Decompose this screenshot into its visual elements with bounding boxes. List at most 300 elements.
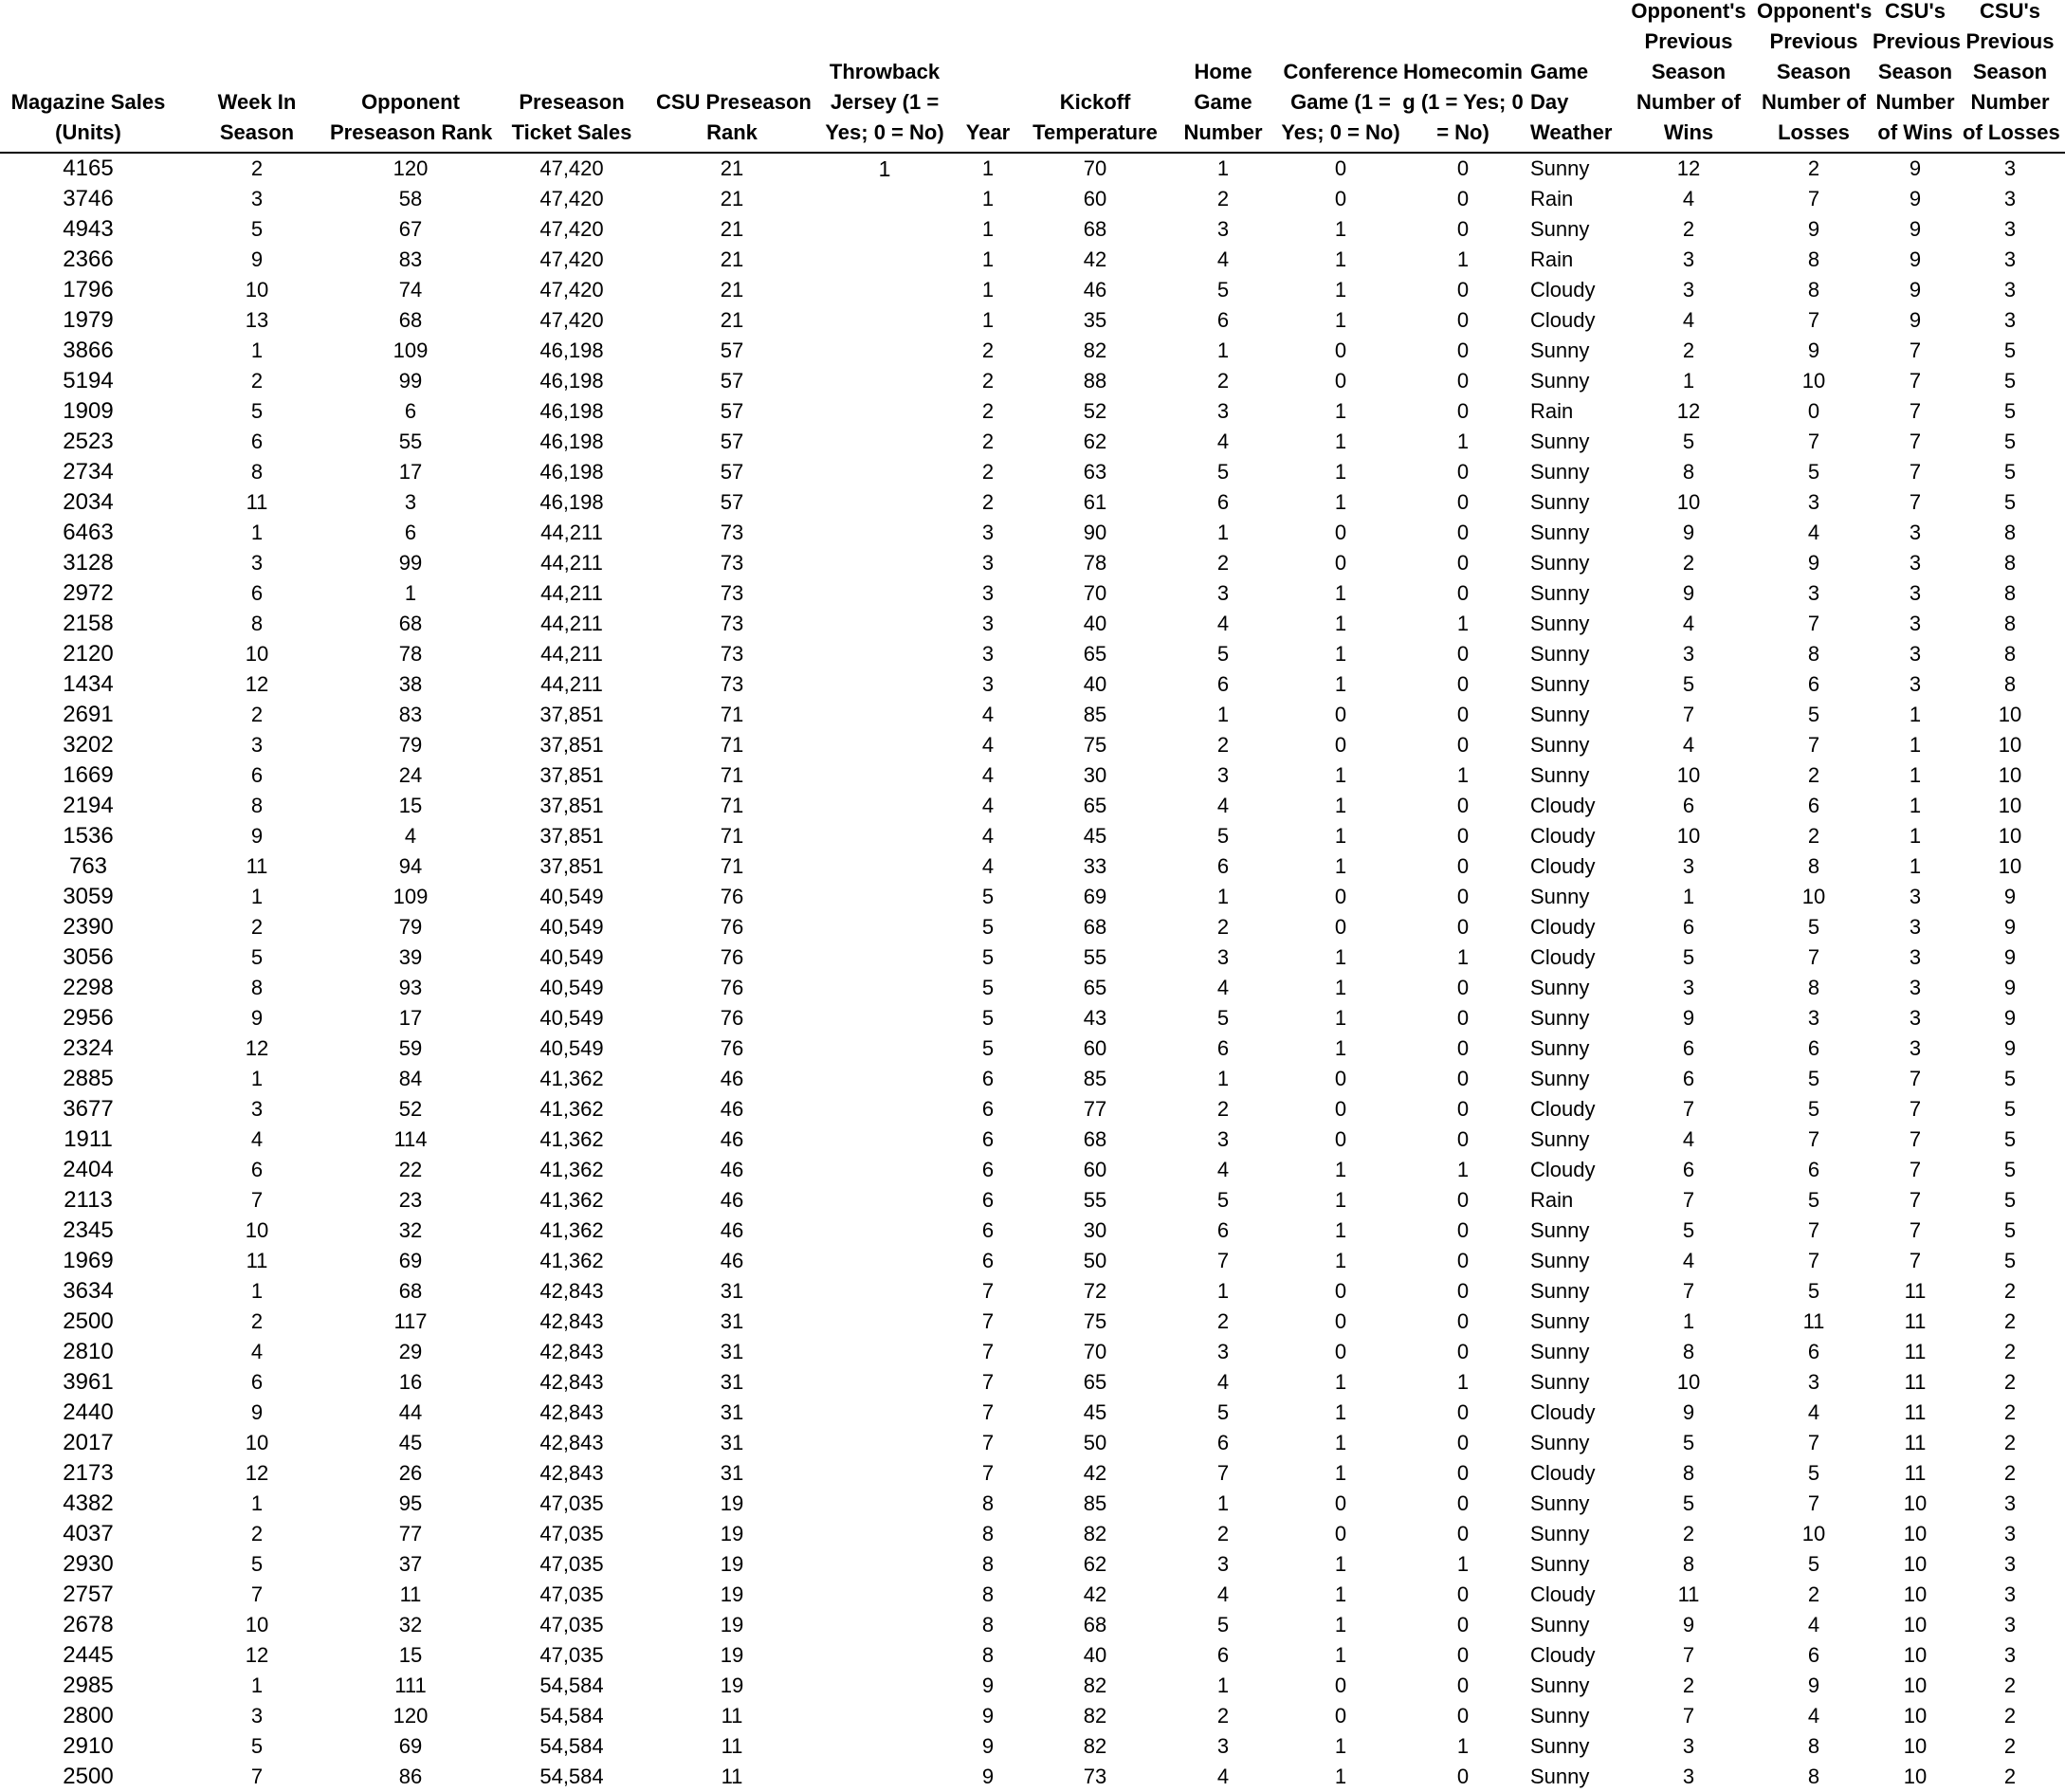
cell-conference-game: 0 <box>1334 1491 1347 1515</box>
cell-home-game-number: 6 <box>1216 308 1230 332</box>
cell-homecoming: 0 <box>1456 824 1470 848</box>
cell-opponent-preseason-rank: 4 <box>404 824 417 848</box>
cell-home-game-number: 6 <box>1216 1218 1230 1242</box>
cell-opponent-prev-losses: 8 <box>1807 1765 1820 1788</box>
cell-conference-game: 0 <box>1334 551 1347 575</box>
cell-opponent-preseason-rank: 109 <box>393 338 429 362</box>
header-homecoming: Homecomin g (1 = Yes; 0 = No) <box>1402 60 1524 144</box>
cell-conference-game: 0 <box>1334 521 1347 544</box>
cell-opponent-prev-wins: 3 <box>1682 854 1695 878</box>
cell-week-in-season: 1 <box>250 1067 264 1090</box>
table-row <box>0 912 2065 942</box>
cell-opponent-prev-losses: 9 <box>1807 217 1820 241</box>
cell-week-in-season: 1 <box>250 1491 264 1515</box>
cell-game-day-weather: Sunny <box>1530 1370 1590 1394</box>
cell-opponent-prev-losses: 4 <box>1807 1613 1820 1637</box>
cell-preseason-ticket-sales: 47,420 <box>539 247 604 271</box>
cell-week-in-season: 2 <box>250 703 264 726</box>
table-row <box>0 1519 2065 1549</box>
cell-kickoff-temperature: 65 <box>1083 976 1107 999</box>
cell-opponent-preseason-rank: 11 <box>399 1582 422 1606</box>
cell-throwback-jersey <box>813 942 956 973</box>
cell-home-game-number: 2 <box>1216 1522 1230 1545</box>
cell-csu-prev-losses: 3 <box>2003 1643 2017 1667</box>
cell-homecoming: 0 <box>1456 1400 1470 1424</box>
cell-csu-preseason-rank: 73 <box>720 581 744 605</box>
cell-homecoming: 0 <box>1456 278 1470 302</box>
cell-csu-preseason-rank: 11 <box>721 1765 743 1788</box>
cell-kickoff-temperature: 72 <box>1083 1279 1107 1303</box>
cell-kickoff-temperature: 50 <box>1083 1249 1107 1272</box>
cell-opponent-prev-wins: 6 <box>1682 1158 1695 1181</box>
cell-game-day-weather: Sunny <box>1530 763 1590 787</box>
cell-opponent-prev-wins: 5 <box>1682 1431 1695 1454</box>
cell-home-game-number: 5 <box>1216 1188 1230 1212</box>
cell-game-day-weather: Sunny <box>1530 885 1590 908</box>
cell-week-in-season: 7 <box>250 1582 264 1606</box>
table-row <box>0 1640 2065 1671</box>
cell-throwback-jersey <box>813 245 956 275</box>
cell-homecoming: 0 <box>1456 369 1470 393</box>
cell-opponent-prev-losses: 4 <box>1807 1400 1820 1424</box>
cell-opponent-preseason-rank: 22 <box>398 1158 423 1181</box>
cell-game-day-weather: Rain <box>1530 399 1574 423</box>
cell-conference-game: 1 <box>1334 430 1347 453</box>
cell-preseason-ticket-sales: 41,362 <box>539 1127 604 1151</box>
cell-opponent-prev-losses: 8 <box>1807 976 1820 999</box>
cell-game-day-weather: Cloudy <box>1530 824 1596 848</box>
cell-home-game-number: 1 <box>1216 1067 1230 1090</box>
cell-game-day-weather: Cloudy <box>1530 945 1596 969</box>
cell-home-game-number: 4 <box>1216 612 1230 635</box>
cell-throwback-jersey <box>813 882 956 912</box>
cell-csu-prev-losses: 2 <box>2003 1400 2017 1424</box>
cell-csu-prev-wins: 7 <box>1909 369 1922 393</box>
cell-opponent-preseason-rank: 69 <box>398 1734 423 1758</box>
cell-magazine-sales: 1911 <box>64 1126 113 1152</box>
cell-home-game-number: 1 <box>1216 156 1230 180</box>
cell-preseason-ticket-sales: 47,035 <box>539 1613 604 1637</box>
cell-week-in-season: 1 <box>250 521 264 544</box>
cell-csu-preseason-rank: 57 <box>720 338 744 362</box>
cell-magazine-sales: 2194 <box>63 793 114 818</box>
cell-opponent-prev-wins: 7 <box>1682 1643 1695 1667</box>
header-week-in-season: Week In Season <box>217 90 297 144</box>
cell-opponent-prev-wins: 2 <box>1682 551 1695 575</box>
cell-game-day-weather: Sunny <box>1530 551 1590 575</box>
cell-opponent-preseason-rank: 24 <box>398 763 423 787</box>
table-row <box>0 578 2065 609</box>
cell-year: 3 <box>981 642 995 666</box>
cell-week-in-season: 8 <box>250 794 264 817</box>
cell-opponent-prev-losses: 8 <box>1807 854 1820 878</box>
cell-csu-prev-wins: 11 <box>1904 1461 1927 1485</box>
cell-opponent-prev-wins: 3 <box>1682 642 1695 666</box>
cell-homecoming: 0 <box>1456 1067 1470 1090</box>
cell-csu-preseason-rank: 19 <box>720 1522 744 1545</box>
cell-homecoming: 0 <box>1456 217 1470 241</box>
cell-opponent-preseason-rank: 83 <box>398 247 423 271</box>
cell-homecoming: 0 <box>1456 187 1470 210</box>
cell-opponent-preseason-rank: 59 <box>398 1036 423 1060</box>
cell-opponent-prev-losses: 10 <box>1801 1522 1826 1545</box>
cell-homecoming: 0 <box>1456 976 1470 999</box>
cell-csu-preseason-rank: 21 <box>720 278 744 302</box>
cell-csu-prev-wins: 7 <box>1909 1188 1922 1212</box>
cell-opponent-prev-losses: 7 <box>1807 187 1820 210</box>
cell-conference-game: 1 <box>1334 1461 1347 1485</box>
cell-csu-preseason-rank: 76 <box>720 945 744 969</box>
cell-opponent-prev-wins: 3 <box>1682 1734 1695 1758</box>
cell-csu-prev-wins: 10 <box>1903 1552 1928 1576</box>
cell-opponent-prev-wins: 5 <box>1682 1218 1695 1242</box>
cell-csu-preseason-rank: 57 <box>720 369 744 393</box>
cell-magazine-sales: 2345 <box>63 1217 114 1243</box>
cell-kickoff-temperature: 82 <box>1083 1522 1107 1545</box>
cell-opponent-preseason-rank: 86 <box>398 1765 423 1788</box>
cell-home-game-number: 2 <box>1216 369 1230 393</box>
cell-opponent-preseason-rank: 68 <box>398 612 423 635</box>
cell-kickoff-temperature: 82 <box>1083 1734 1107 1758</box>
cell-homecoming: 1 <box>1456 247 1470 271</box>
cell-csu-prev-wins: 7 <box>1909 1158 1922 1181</box>
cell-week-in-season: 2 <box>250 156 264 180</box>
cell-csu-prev-losses: 5 <box>2003 399 2017 423</box>
cell-opponent-prev-wins: 12 <box>1676 156 1701 180</box>
cell-conference-game: 1 <box>1334 1188 1347 1212</box>
header-row <box>0 0 2065 154</box>
cell-homecoming: 0 <box>1456 733 1470 757</box>
cell-year: 1 <box>981 247 995 271</box>
cell-opponent-prev-losses: 5 <box>1807 1279 1820 1303</box>
cell-opponent-prev-losses: 2 <box>1807 1582 1820 1606</box>
cell-csu-prev-wins: 10 <box>1903 1673 1928 1697</box>
table-row <box>0 1610 2065 1640</box>
cell-week-in-season: 3 <box>250 187 264 210</box>
cell-home-game-number: 5 <box>1216 1006 1230 1030</box>
cell-csu-prev-losses: 5 <box>2003 1097 2017 1121</box>
cell-week-in-season: 13 <box>245 308 269 332</box>
table-row <box>0 1307 2065 1337</box>
cell-game-day-weather: Sunny <box>1530 703 1590 726</box>
cell-opponent-prev-wins: 6 <box>1682 1067 1695 1090</box>
cell-kickoff-temperature: 70 <box>1083 1340 1107 1363</box>
cell-opponent-prev-losses: 5 <box>1807 460 1820 484</box>
cell-throwback-jersey <box>813 1762 956 1792</box>
cell-kickoff-temperature: 52 <box>1083 399 1107 423</box>
cell-home-game-number: 3 <box>1216 1734 1230 1758</box>
table-row <box>0 336 2065 366</box>
cell-csu-prev-losses: 10 <box>1998 763 2022 787</box>
table-row <box>0 791 2065 821</box>
cell-opponent-prev-losses: 7 <box>1807 1491 1820 1515</box>
cell-week-in-season: 1 <box>250 885 264 908</box>
cell-opponent-prev-wins: 10 <box>1676 763 1701 787</box>
cell-preseason-ticket-sales: 42,843 <box>539 1340 604 1363</box>
cell-week-in-season: 12 <box>245 1461 269 1485</box>
cell-opponent-prev-losses: 8 <box>1807 642 1820 666</box>
cell-opponent-preseason-rank: 52 <box>398 1097 423 1121</box>
cell-csu-preseason-rank: 76 <box>720 1006 744 1030</box>
cell-conference-game: 1 <box>1334 1643 1347 1667</box>
cell-kickoff-temperature: 61 <box>1083 490 1107 514</box>
cell-magazine-sales: 2985 <box>63 1673 114 1698</box>
cell-magazine-sales: 5194 <box>63 368 114 393</box>
cell-opponent-prev-losses: 5 <box>1807 1188 1820 1212</box>
cell-magazine-sales: 2734 <box>63 459 114 485</box>
cell-csu-prev-losses: 10 <box>1998 794 2022 817</box>
cell-homecoming: 0 <box>1456 1127 1470 1151</box>
cell-home-game-number: 6 <box>1216 1036 1230 1060</box>
cell-opponent-prev-losses: 7 <box>1807 308 1820 332</box>
cell-csu-preseason-rank: 31 <box>720 1400 744 1424</box>
cell-week-in-season: 6 <box>250 430 264 453</box>
cell-opponent-preseason-rank: 45 <box>398 1431 423 1454</box>
cell-week-in-season: 7 <box>250 1765 264 1788</box>
cell-home-game-number: 1 <box>1216 521 1230 544</box>
cell-homecoming: 0 <box>1456 1461 1470 1485</box>
cell-preseason-ticket-sales: 47,420 <box>539 187 604 210</box>
cell-opponent-prev-losses: 2 <box>1807 763 1820 787</box>
cell-csu-preseason-rank: 46 <box>720 1249 744 1272</box>
cell-throwback-jersey <box>813 1276 956 1307</box>
cell-homecoming: 0 <box>1456 1643 1470 1667</box>
table-row <box>0 882 2065 912</box>
cell-opponent-prev-losses: 6 <box>1807 1340 1820 1363</box>
cell-home-game-number: 6 <box>1216 1643 1230 1667</box>
table-row <box>0 1367 2065 1398</box>
cell-csu-prev-wins: 11 <box>1904 1340 1927 1363</box>
cell-game-day-weather: Cloudy <box>1530 1097 1596 1121</box>
cell-csu-prev-wins: 7 <box>1909 1067 1922 1090</box>
cell-opponent-prev-wins: 6 <box>1682 1036 1695 1060</box>
cell-homecoming: 0 <box>1456 642 1470 666</box>
cell-year: 4 <box>981 733 995 757</box>
cell-preseason-ticket-sales: 40,549 <box>539 976 604 999</box>
table-row <box>0 305 2065 336</box>
cell-csu-prev-losses: 3 <box>2003 217 2017 241</box>
cell-homecoming: 0 <box>1456 308 1470 332</box>
table-row <box>0 184 2065 214</box>
cell-year: 1 <box>981 156 995 180</box>
cell-week-in-season: 12 <box>245 672 269 696</box>
cell-magazine-sales: 3128 <box>63 550 114 576</box>
cell-game-day-weather: Sunny <box>1530 1673 1590 1697</box>
header-opponent-prev-wins: Opponent's Previous Season Number of Wins <box>1631 0 1746 144</box>
cell-opponent-prev-losses: 9 <box>1807 551 1820 575</box>
cell-opponent-prev-wins: 1 <box>1682 1309 1695 1333</box>
cell-opponent-preseason-rank: 77 <box>398 1522 423 1545</box>
cell-opponent-preseason-rank: 117 <box>393 1309 428 1333</box>
cell-csu-preseason-rank: 19 <box>720 1643 744 1667</box>
cell-throwback-jersey <box>813 1125 956 1155</box>
cell-kickoff-temperature: 35 <box>1083 308 1107 332</box>
cell-year: 3 <box>981 551 995 575</box>
cell-csu-prev-wins: 9 <box>1909 308 1922 332</box>
cell-opponent-prev-wins: 10 <box>1676 1370 1701 1394</box>
cell-magazine-sales: 2523 <box>63 429 114 454</box>
cell-week-in-season: 12 <box>245 1643 269 1667</box>
cell-magazine-sales: 1979 <box>63 307 114 333</box>
cell-opponent-preseason-rank: 83 <box>398 703 423 726</box>
cell-game-day-weather: Cloudy <box>1530 1461 1596 1485</box>
table-row <box>0 427 2065 457</box>
cell-csu-prev-losses: 3 <box>2003 1522 2017 1545</box>
cell-magazine-sales: 2440 <box>63 1399 114 1425</box>
cell-home-game-number: 1 <box>1216 338 1230 362</box>
cell-opponent-prev-wins: 4 <box>1682 187 1695 210</box>
cell-throwback-jersey <box>813 1519 956 1549</box>
cell-opponent-prev-losses: 6 <box>1807 794 1820 817</box>
cell-opponent-preseason-rank: 74 <box>398 278 423 302</box>
cell-throwback-jersey <box>813 1489 956 1519</box>
cell-csu-prev-losses: 5 <box>2003 1067 2017 1090</box>
cell-home-game-number: 3 <box>1216 581 1230 605</box>
cell-kickoff-temperature: 33 <box>1083 854 1107 878</box>
cell-csu-prev-wins: 1 <box>1909 794 1922 817</box>
cell-preseason-ticket-sales: 44,211 <box>540 642 603 666</box>
cell-csu-prev-losses: 2 <box>2003 1673 2017 1697</box>
cell-throwback-jersey <box>813 305 956 336</box>
cell-csu-prev-losses: 9 <box>2003 885 2017 908</box>
cell-home-game-number: 3 <box>1216 399 1230 423</box>
table-row <box>0 1185 2065 1216</box>
cell-game-day-weather: Sunny <box>1530 672 1590 696</box>
cell-opponent-prev-losses: 0 <box>1807 399 1820 423</box>
cell-week-in-season: 1 <box>250 1279 264 1303</box>
table-row <box>0 1671 2065 1701</box>
cell-year: 5 <box>981 1036 995 1060</box>
cell-magazine-sales: 3056 <box>63 944 114 970</box>
cell-home-game-number: 3 <box>1216 945 1230 969</box>
cell-homecoming: 0 <box>1456 1582 1470 1606</box>
cell-game-day-weather: Sunny <box>1530 1036 1590 1060</box>
cell-homecoming: 0 <box>1456 854 1470 878</box>
table-row <box>0 730 2065 760</box>
cell-csu-prev-wins: 10 <box>1903 1765 1928 1788</box>
cell-preseason-ticket-sales: 54,584 <box>539 1673 604 1697</box>
cell-opponent-prev-losses: 11 <box>1802 1309 1825 1333</box>
cell-week-in-season: 10 <box>245 1431 269 1454</box>
table-row <box>0 1094 2065 1125</box>
table-row <box>0 487 2065 518</box>
cell-homecoming: 1 <box>1456 1158 1470 1181</box>
cell-game-day-weather: Rain <box>1530 1188 1574 1212</box>
cell-opponent-preseason-rank: 37 <box>398 1552 423 1576</box>
cell-year: 5 <box>981 1006 995 1030</box>
cell-throwback-jersey <box>813 851 956 882</box>
cell-homecoming: 0 <box>1456 1340 1470 1363</box>
cell-year: 5 <box>981 976 995 999</box>
cell-opponent-prev-wins: 7 <box>1682 1188 1695 1212</box>
cell-homecoming: 1 <box>1456 1552 1470 1576</box>
cell-csu-prev-losses: 10 <box>1998 733 2022 757</box>
cell-csu-prev-wins: 3 <box>1909 945 1922 969</box>
cell-preseason-ticket-sales: 47,035 <box>539 1491 604 1515</box>
cell-kickoff-temperature: 30 <box>1083 1218 1107 1242</box>
table-row <box>0 942 2065 973</box>
cell-opponent-prev-losses: 3 <box>1807 581 1820 605</box>
cell-game-day-weather: Sunny <box>1530 521 1590 544</box>
cell-csu-prev-losses: 5 <box>2003 430 2017 453</box>
table-row <box>0 1762 2065 1792</box>
cell-opponent-prev-wins: 6 <box>1682 794 1695 817</box>
cell-year: 5 <box>981 915 995 939</box>
cell-week-in-season: 10 <box>245 278 269 302</box>
cell-year: 8 <box>981 1613 995 1637</box>
cell-csu-prev-wins: 3 <box>1909 915 1922 939</box>
cell-throwback-jersey <box>813 1033 956 1064</box>
cell-throwback-jersey <box>813 1549 956 1580</box>
cell-throwback-jersey <box>813 336 956 366</box>
cell-opponent-preseason-rank: 111 <box>394 1673 427 1697</box>
cell-magazine-sales: 2910 <box>63 1733 114 1759</box>
cell-throwback-jersey <box>813 396 956 427</box>
cell-csu-preseason-rank: 19 <box>720 1673 744 1697</box>
cell-opponent-prev-wins: 2 <box>1682 1673 1695 1697</box>
cell-csu-prev-wins: 1 <box>1909 763 1922 787</box>
cell-csu-prev-wins: 3 <box>1909 551 1922 575</box>
cell-kickoff-temperature: 60 <box>1083 1036 1107 1060</box>
cell-week-in-season: 11 <box>246 490 268 514</box>
cell-homecoming: 0 <box>1456 1491 1470 1515</box>
cell-preseason-ticket-sales: 46,198 <box>539 399 604 423</box>
cell-home-game-number: 4 <box>1216 430 1230 453</box>
cell-home-game-number: 4 <box>1216 247 1230 271</box>
cell-csu-prev-wins: 3 <box>1909 1036 1922 1060</box>
cell-magazine-sales: 2930 <box>63 1551 114 1577</box>
cell-kickoff-temperature: 69 <box>1083 885 1107 908</box>
cell-csu-prev-losses: 3 <box>2003 1582 2017 1606</box>
cell-home-game-number: 2 <box>1216 1097 1230 1121</box>
table-row <box>0 366 2065 396</box>
cell-opponent-prev-losses: 5 <box>1807 1461 1820 1485</box>
cell-homecoming: 0 <box>1456 1431 1470 1454</box>
cell-homecoming: 1 <box>1456 430 1470 453</box>
cell-kickoff-temperature: 65 <box>1083 642 1107 666</box>
cell-year: 2 <box>981 460 995 484</box>
cell-opponent-prev-losses: 7 <box>1807 945 1820 969</box>
cell-opponent-prev-losses: 9 <box>1807 338 1820 362</box>
cell-year: 4 <box>981 824 995 848</box>
cell-game-day-weather: Sunny <box>1530 1552 1590 1576</box>
cell-csu-preseason-rank: 31 <box>720 1340 744 1363</box>
cell-kickoff-temperature: 55 <box>1083 1188 1107 1212</box>
cell-week-in-season: 2 <box>250 1309 264 1333</box>
table-row <box>0 1033 2065 1064</box>
cell-csu-prev-losses: 5 <box>2003 1218 2017 1242</box>
cell-conference-game: 1 <box>1334 1036 1347 1060</box>
header-opponent-prev-losses: Opponent's Previous Season Number of Losses <box>1757 0 1873 144</box>
cell-magazine-sales: 2500 <box>63 1308 114 1334</box>
cell-game-day-weather: Sunny <box>1530 976 1590 999</box>
cell-week-in-season: 2 <box>250 369 264 393</box>
cell-magazine-sales: 2445 <box>63 1642 114 1668</box>
cell-csu-preseason-rank: 11 <box>721 1734 743 1758</box>
cell-conference-game: 1 <box>1334 945 1347 969</box>
cell-opponent-preseason-rank: 120 <box>393 1704 429 1728</box>
cell-magazine-sales: 3746 <box>63 186 114 211</box>
cell-magazine-sales: 2972 <box>63 580 114 606</box>
cell-home-game-number: 6 <box>1216 854 1230 878</box>
cell-csu-prev-losses: 9 <box>2003 945 2017 969</box>
cell-csu-prev-wins: 1 <box>1909 824 1922 848</box>
cell-week-in-season: 9 <box>250 1006 264 1030</box>
cell-conference-game: 1 <box>1334 1249 1347 1272</box>
cell-year: 2 <box>981 490 995 514</box>
cell-csu-prev-losses: 10 <box>1998 824 2022 848</box>
cell-homecoming: 0 <box>1456 915 1470 939</box>
